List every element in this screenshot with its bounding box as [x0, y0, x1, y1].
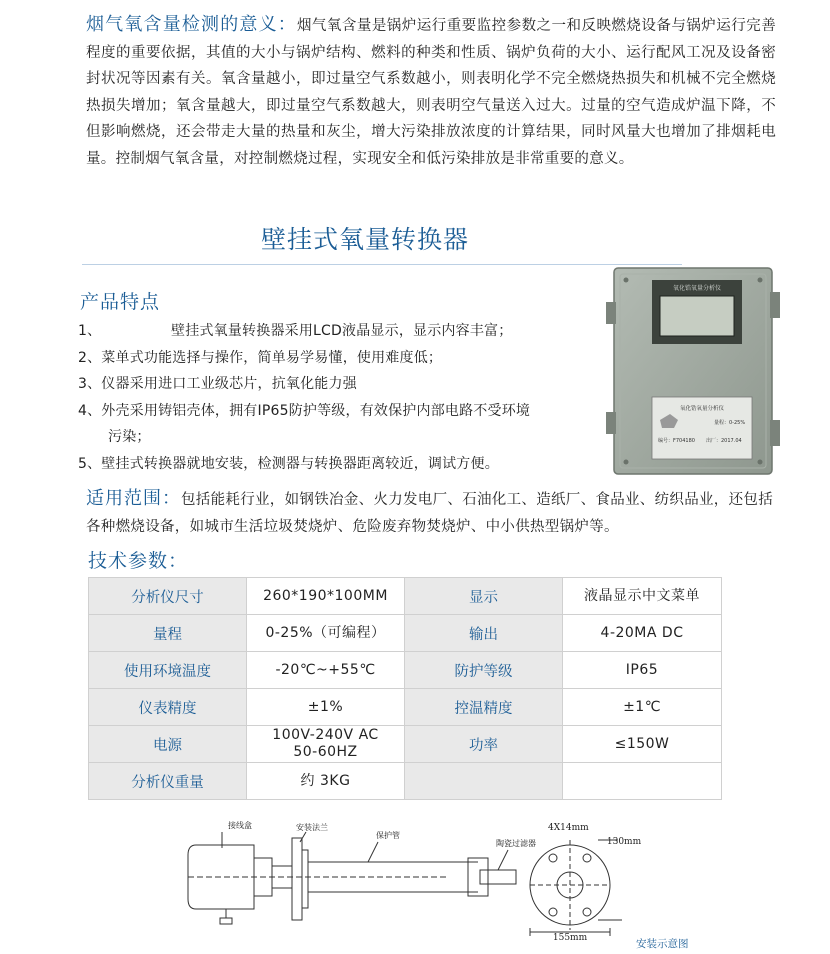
- param-label-cell: 控温精度: [405, 689, 563, 726]
- tech-params-row: [89, 615, 722, 652]
- title-divider: [82, 264, 682, 265]
- label-dim-155: 155mm: [552, 933, 588, 940]
- param-value-cell: ±1%: [247, 689, 405, 726]
- param-label-cell: 防护等级: [405, 652, 563, 689]
- param-value-cell: IP65: [563, 652, 722, 689]
- param-value-cell: [563, 763, 722, 800]
- param-label-cell: 分析仪重量: [89, 763, 247, 800]
- tech-params-table: [88, 577, 722, 800]
- plate-range: 量程：0-25%: [714, 420, 746, 426]
- feature-item: 3、仪器采用进口工业级芯片，抗氧化能力强: [78, 376, 357, 392]
- param-value-cell: 约 3KG: [247, 763, 405, 800]
- tech-params-row: [89, 763, 722, 800]
- scope-heading: 适用范围：: [86, 488, 181, 509]
- param-value-cell: 液晶显示中文菜单: [563, 578, 722, 615]
- diagram-caption: 安装示意图: [636, 938, 689, 950]
- tech-heading: 技术参数：: [88, 550, 189, 572]
- param-value-cell: 4-20MA DC: [563, 615, 722, 652]
- feature-item: 5、壁挂式转换器就地安装，检测器与转换器距离较近，调试方便。: [78, 455, 499, 472]
- features-heading: 产品特点: [80, 291, 161, 313]
- intro-heading: 烟气氧含量检测的意义：: [86, 14, 297, 35]
- param-value-cell: 0-25%（可编程）: [247, 615, 405, 652]
- param-label-cell: 量程: [89, 615, 247, 652]
- param-label-cell: 输出: [405, 615, 563, 652]
- wall-mounted-converter-image: [604, 262, 784, 480]
- features-list: [78, 318, 608, 477]
- feature-item-continued: 污染；: [108, 429, 151, 445]
- param-value-cell: 260*190*100MM: [247, 578, 405, 615]
- param-label-cell: 显示: [405, 578, 563, 615]
- scope-body: 包括能耗行业，如钢铁冶金、火力发电厂、石油化工、造纸厂、食品业、纺织品业，还包括各种燃烧设备，如城市生活垃圾焚烧炉、危险废弃物焚烧炉、中小供热型锅炉等。: [86, 492, 773, 535]
- installation-diagram: [178, 810, 648, 940]
- param-value-cell: ±1℃: [563, 689, 722, 726]
- param-label-cell: 功率: [405, 726, 563, 763]
- param-label-cell: 仪表精度: [89, 689, 247, 726]
- tech-params-row: [89, 726, 722, 763]
- param-value-cell: ≤150W: [563, 726, 722, 763]
- tech-params-row: [89, 689, 722, 726]
- scope-paragraph: [86, 486, 776, 540]
- label-filter: 陶瓷过滤器: [496, 839, 536, 848]
- product-title: 壁挂式氧量转换器: [260, 225, 469, 254]
- tech-params-row: [89, 652, 722, 689]
- label-flange: 安装法兰: [296, 823, 328, 832]
- param-label-cell: 使用环境温度: [89, 652, 247, 689]
- label-tube: 保护管: [376, 831, 400, 840]
- param-value-cell: 100V-240V AC 50-60HZ: [247, 726, 405, 763]
- feature-item: 2、菜单式功能选择与操作，简单易学易懂，使用难度低；: [78, 349, 443, 366]
- plate-title: 氧化锆氧量分析仪: [679, 406, 725, 412]
- param-value-cell: -20℃~+55℃: [247, 652, 405, 689]
- label-holes: 4X14mm: [548, 823, 589, 833]
- label-dim-130: 130mm: [606, 837, 642, 847]
- screen-label: 氧化锆氧量分析仪: [672, 285, 722, 292]
- feature-item: 4、外壳采用铸铝壳体，拥有IP65防护等级，有效保护内部电路不受环境: [78, 402, 531, 419]
- param-label-cell: 电源: [89, 726, 247, 763]
- intro-paragraph: [86, 12, 776, 172]
- tech-params-row: [89, 578, 722, 615]
- intro-body: 烟气氧含量是锅炉运行重要监控参数之一和反映燃烧设备与锅炉运行完善程度的重要依据，其值的大小与锅炉结构、燃料的种类和性质、锅炉负荷的大小、运行配风工况及设备密封状况等因素有关。氧含量越小，即过量空气系数越小，则表明化学不完全燃烧热损失和机械不完全燃烧热损失增加；氧含量越大，即过量空气系数越大，则表明空气量送入过大。过量的空气造成炉温下降，不但影响燃烧，还会带走大量的热量和灰尘，增大污染排放浓度的计算结果，同时风量大也增加了排烟耗电量。控制烟气氧含量，对控制燃烧过程，实现安全和低污染排放是非常重要的意义。: [86, 18, 776, 167]
- plate-date: 出厂：2017.04: [706, 438, 742, 444]
- feature-item: 1、 壁挂式氧量转换器采用LCD液晶显示，显示内容丰富；: [78, 323, 513, 339]
- plate-serial: 编号：F704180: [658, 438, 695, 444]
- param-label-cell: [405, 763, 563, 800]
- param-label-cell: 分析仪尺寸: [89, 578, 247, 615]
- label-junction-box: 接线盒: [228, 821, 252, 830]
